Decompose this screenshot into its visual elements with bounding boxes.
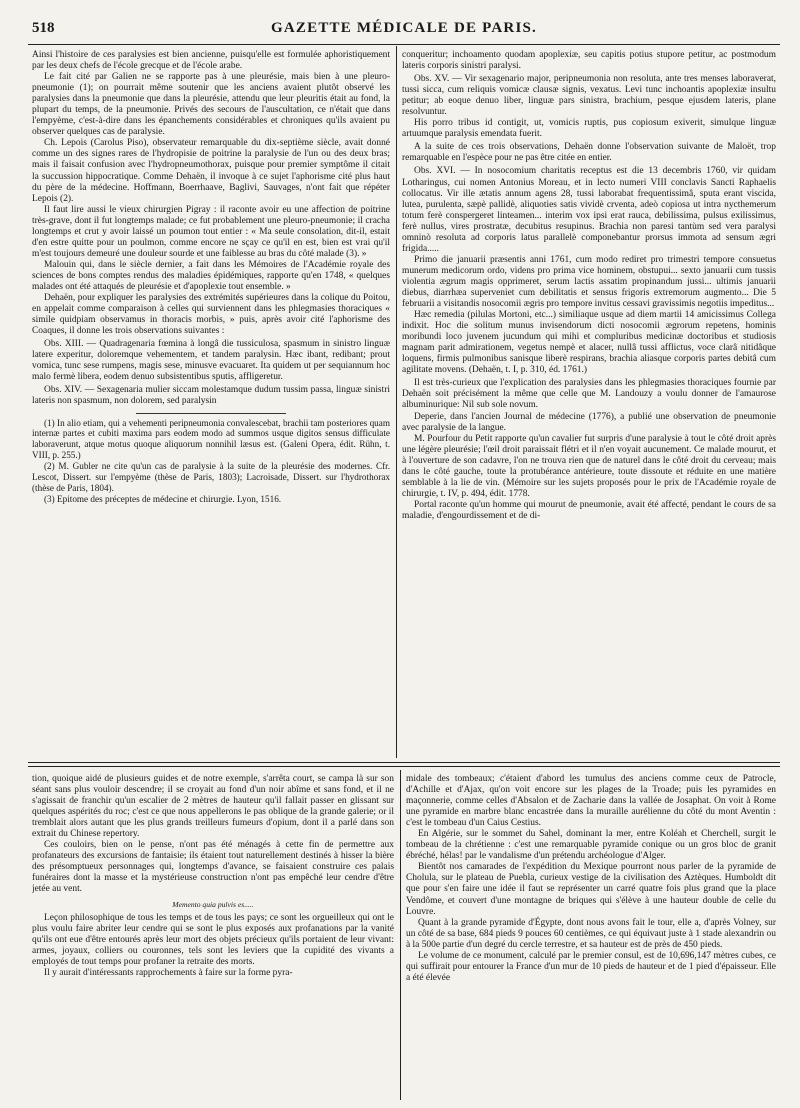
paragraph: Obs. XIII. — Quadragenaria fœmina à longâ die tussiculosa, spasmum in sinistro linguæ latere experitur, doloremque vehementem, et tandem paralysin. Hæc ibant, redibant; prout vomica, tunc sese rumpens, magis sese, minusve evacuaret. Ita quidem ut per sequiannum hoc malo fermè libera, eodem denuo subsistentibus sputis, affligeretur. (32, 339, 390, 383)
paragraph: conqueritur; inchoamento quodam apoplexiæ, seu capitis potius stupore petitur, ac postmodum lateris corporis sinistri paralysi. (402, 50, 776, 72)
footnote: (3) Epitome des préceptes de médecine et chirurgie. Lyon, 1516. (44, 493, 282, 504)
footnote-rule (136, 413, 286, 414)
paragraph: Primo die januarii præsentis anni 1761, cum modo rediret pro trimestri tempore consuetus munerum medicorum ordo, videns pro prima vice hominem, obstupui... sexto januarii cum tussis violentia ægrum magis opprimeret, serum lactis assatim propinandum jussi... ultimis januarii diebus, diarrhæa superveniet cum debilitatis et sensus frigoris extremorum augmento... Die 5 februarii a visitandis nosocomii ægris pro tempore invitus cessavi gravissimis negotiis impeditus... (402, 254, 776, 310)
paragraph: A la suite de ces trois observations, Dehaën donne l'observation suivante de Maloët, trop remarquable en l'espèce pour ne pas être citée en entier. (402, 142, 776, 164)
paragraph: Il est très-curieux que l'explication des paralysies dans les phlegmasies thoraciques fournie par Dehaën soit précisément la même que celle que M. Landouzy a voulu donner de l'amaurose albuminurique: Nil sub sole novum. (402, 378, 776, 411)
paragraph: Il faut lire aussi le vieux chirurgien Pigray : il raconte avoir eu une affection de poitrine très-grave, dont il fut longtemps malade; ce fut probablement une pleuro-pneumonie; il cracha longtemps et crut y avoir laissé un poumon tout entier : « Ma seule consolation, dit-il, estait d'en estre quitte pour un poulmon, comme encore ne sçay ce qu'il en est, bien est vrai qu'il m'est toujours demeuré une douleur sourde et une faiblesse au bras du côté malade (3). » (32, 204, 390, 259)
column-divider-top (396, 46, 397, 758)
paragraph: Deperie, dans l'ancien Journal de médecine (1776), a publié une observation de pneumonie avec paralysie de la langue. (402, 411, 776, 433)
paragraph: Le fait cité par Galien ne se rapporte pas à une pleurésie, mais bien à une pleuro-pneumonie (1); on pourrait même soutenir que les anciens avaient plutôt observé les paralysies dans la pneumonie que dans la pleurésie, attendu que leur pleuritis était au fond, la plupart du temps, de la pneumonie. Privés des secours de l'auscultation, ce n'était que dans l'empyème, c'est-à-dire dans les épanchements considérables et chroniques qu'ils avaient pu observer quelques cas de paralysie. (32, 72, 390, 138)
paragraph: midale des tombeaux; c'étaient d'abord les tumulus des anciens comme ceux de Patrocle, d'Achille et d'Ajax, qu'on voit encore sur les plages de la Troade; puis les pyramides en maçonnerie, comme celles d'Absalon et de Zacharie dans la vallée de Josaphat. On voit à Rome une pyramide en marbre blanc encastrée dans la muraille aurélienne du côté du mont Aventin : c'est le tombeau d'un Caius Cestius. (406, 774, 776, 829)
paragraph: Portal raconte qu'un homme qui mourut de pneumonie, avait été affecté, pendant le cours de sa maladie, d'engourdissement et de di- (402, 499, 776, 521)
paragraph: Obs. XIV. — Sexagenaria mulier siccam molestamque dudum tussim passa, linguæ sinistri lateris non spasmum, non dolorem, sed paralysin (32, 385, 390, 407)
paragraph: His porro tribus id contigit, ut, vomicis ruptis, pus copiosum exiverit, simulque linguæ artuumque paralysis emendata fuerit. (402, 118, 776, 140)
paragraph: Ch. Lepois (Carolus Piso), observateur remarquable du dix-septième siècle, avait donné comme un des signes rares de l'hydropisie de poitrine la paralysie de l'un ou des deux bras; mais il faisait confusion avec l'hydropneumothorax, puisque pour premier symptôme il citait la succussion hippocratique. Comme Dehaën, il invoque à ce sujet l'aphorisme cité plus haut du père de la médecine. Hoffmann, Boerrhaave, Baglivi, Sauvages, n'ont fait que répéter Lepois (2). (32, 138, 390, 204)
page-title: GAZETTE MÉDICALE DE PARIS. (271, 20, 537, 36)
column-top-left (32, 50, 390, 755)
column-top-right (402, 50, 776, 755)
column-bottom-right (406, 774, 776, 1096)
paragraph: Obs. XVI. — In nosocomium charitatis receptus est die 13 decembris 1760, vir quidam Lotharingus, cui nomen Antonius Moreau, et in lecto numeri VIII conclavis Sancti Raphaelis collocatus. Vir ille ætatis annum agens 28, tussi laborabat frequentissimâ, sputa erant viscida, lutea, purulenta, sæpè pallidè, aliquoties satis vividè crventa, adeò copiosa ut intra nycthemerum totum ferè conspergeret linteamen... interim vox ipsi erat rauca, debilissima, pulsus exilissimus, ferè nullus, vires prostratæ, decubitus resupinus. Brachia non paresi tantùm sed vera paralysi omninò resoluta ad corporis latus parallelè componebantur prorsus immota ad sensum ægri frigida..... (402, 166, 776, 254)
paragraph: Ainsi l'histoire de ces paralysies est bien ancienne, puisqu'elle est formulée aphoristiquement par les deux chefs de l'école grecque et de l'école arabe. (32, 50, 390, 72)
paragraph: Ces couloirs, bien on le pense, n'ont pas été ménagés à cette fin de permettre aux profanateurs des excursions de fantaisie; ils étaient tout naturellement destinés à hisser la bière des présomptueux personnages qui, longtemps d'avance, se faisaient construire ces palais funéraires dont la masse et la mystérieuse construction n'ont pas empêché leur cendre d'être jetée au vent. (32, 840, 394, 895)
page-number: 518 (32, 20, 55, 36)
page-header (28, 20, 780, 42)
paragraph: M. Pourfour du Petit rapporte qu'un cavalier fut surpris d'une paralysie à tout le côté droit après une légère pleurésie; l'œil droit paraissait flétri et il n'en voyait aucunement. Ce malade mourut, et à l'ouverture de son cadavre, l'on ne trouva rien que de naturel dans le côté droit du cerveau; mais dans le côté gauche, toute la protubérance antérieure, toute dissoute et réduite en une matière semblable à la lie de vin. (Mémoire sur les sujets proposés pour le prix de l'Académie royale de chirurgie, t. IV, p. 494, édit. 1778. (402, 433, 776, 499)
footnote: (2) M. Gubler ne cite qu'un cas de paralysie à la suite de la pleurésie des modernes. Cfr. Lescot, Dissert. sur l'empyème (thèse de Paris, 1803); Lacroisade, Dissert. sur l'hydrothorax (thèse de Paris, 1804). (32, 461, 390, 493)
paragraph: Bientôt nos camarades de l'expédition du Mexique pourront nous parler de la pyramide de Cholula, sur le plateau de Puebla, curieux vestige de la civilisation des Aztèques. Humboldt dit que pour s'en faire une idée il faut se représenter un carré quatre fois plus grand que la place Vendôme, et couvert d'une montagne de briques qui s'élève à une hauteur double de celle du Louvre. (406, 862, 776, 917)
column-bottom-left (32, 774, 394, 1096)
paragraph: Malouin qui, dans le siècle dernier, a fait dans les Mémoires de l'Académie royale des sciences de bons comptes rendus des maladies épidémiques, rapporte qu'en 1748, « quelques malades ont été attaqués de pleurésie et d'apoplexie tout ensemble. » (32, 259, 390, 292)
header-rule (28, 44, 780, 45)
paragraph: Le volume de ce monument, calculé par le premier consul, est de 10,696,147 mètres cubes, ce qui suffirait pour entourer la France d'un mur de 10 pieds de hauteur et de 1 pied d'épaisseur. Elle a été élevée (406, 950, 776, 983)
column-divider-bottom (400, 770, 401, 1100)
paragraph: Dehaën, pour expliquer les paralysies des extrémités supérieures dans la colique du Poitou, en appelait comme comparaison à celles qui surviennent dans les phlegmasies thoraciques « simile quidpiam observamus in thoracis morbis, » puis, après avoir cité l'aphorisme des Coaques, il donne les trois observations suivantes : (32, 293, 390, 337)
paragraph: Quant à la grande pyramide d'Égypte, dont nous avons fait le tour, elle a, d'après Volney, sur un côté de sa base, 684 pieds 9 pouces 60 centièmes, ce qui équivaut juste à 1 stade alexandrin ou à la 500e partie d'un degré du cercle terrestre, et sa hauteur est de près de 450 pieds. (406, 917, 776, 950)
paragraph: Leçon philosophique de tous les temps et de tous les pays; ce sont les orgueilleux qui ont le plus voulu faire abriter leur cendre qui se sont le plus exposés aux profanations par la vanité qu'ils ont eue d'être entourés après leur mort des objets précieux qu'ils portaient de leur vivant: armes, joyaux, colliers ou couronnes, tels sont les leviers que la cupidité des vivants a employés de tout temps pour profaner la retraite des morts. (32, 912, 394, 967)
paragraph: Il y aurait d'intéressants rapprochements à faire sur la forme pyra- (44, 967, 293, 978)
paragraph: Obs. XV. — Vir sexagenario major, peripneumonia non resoluta, ante tres menses laboraverat, tussi sicca, cum reliquis vomicæ clausæ signis, vexatus. Levi tunc inchoantis apoplexiæ insultu petitur; ab eoque denuo liber, linguæ pars sinistra, brachium, pesque ejusdem lateris, plane resolvuntur. (402, 74, 776, 118)
footnote: (1) In alio etiam, qui a vehementi peripneumonia convalescebat, brachii tam posteriores quam internæ partes et cubiti maxima pars eodem modo ad summos usque digitos sensus difficulate laboraverunt, atque motus quoque aliquorum nonnihil læsus est. (Galeni Opera, édit. Rühn, t. VIII, p. 255.) (32, 417, 390, 461)
paragraph: Hæc remedia (pilulas Mortoni, etc...) similiaque usque ad diem martii 14 amicissimus Collega indixit. Hoc die solitum munus invisendorum dicti nosocomii ægrorum repetens, hominis moribundi loco juvenem jucundum qui mihi et compluribus medicinæ doctoribus et studiosis magnam parit admirationem, vegetus nempè et alacer, nullâ tussi afflictus, voce clarâ nitidâque loquens, firmis pulmonibus sanisque liberè respirans, brachia aliasque corporis partes debitâ cum agilitate movens. (Dehaën, t. I, p. 310, éd. 1761.) (402, 310, 776, 376)
section-rule-2 (28, 766, 780, 767)
paragraph: En Algérie, sur le sommet du Sahel, dominant la mer, entre Koléah et Cherchell, surgit le tombeau de la chrétienne : c'est une remarquable pyramide conique ou un gros bloc de granit ébréché, hélas! par le vandalisme d'un prétendu archéologue d'Alger. (406, 829, 776, 862)
section-rule-1 (28, 762, 780, 763)
quotation: Memento quia pulvis es..... (172, 899, 254, 909)
paragraph: tion, quoique aidé de plusieurs guides et de notre exemple, s'arrêta court, se campa là sur son séant sans plus vouloir descendre; il se croyait au fond d'un noir abîme et sans fond, et il ne s'agissait de franchir qu'un escalier de 2 mètres de hauteur qu'il fallait passer en glissant sur quelques aspérités du roc; c'est ce que nous appellerons le pas oblique de la grande galerie; or il tremblait alors autant que les plus grands treilleurs fumeurs d'opium, dont il a parlé dans son extrait du Chinese repertory. (32, 774, 394, 840)
